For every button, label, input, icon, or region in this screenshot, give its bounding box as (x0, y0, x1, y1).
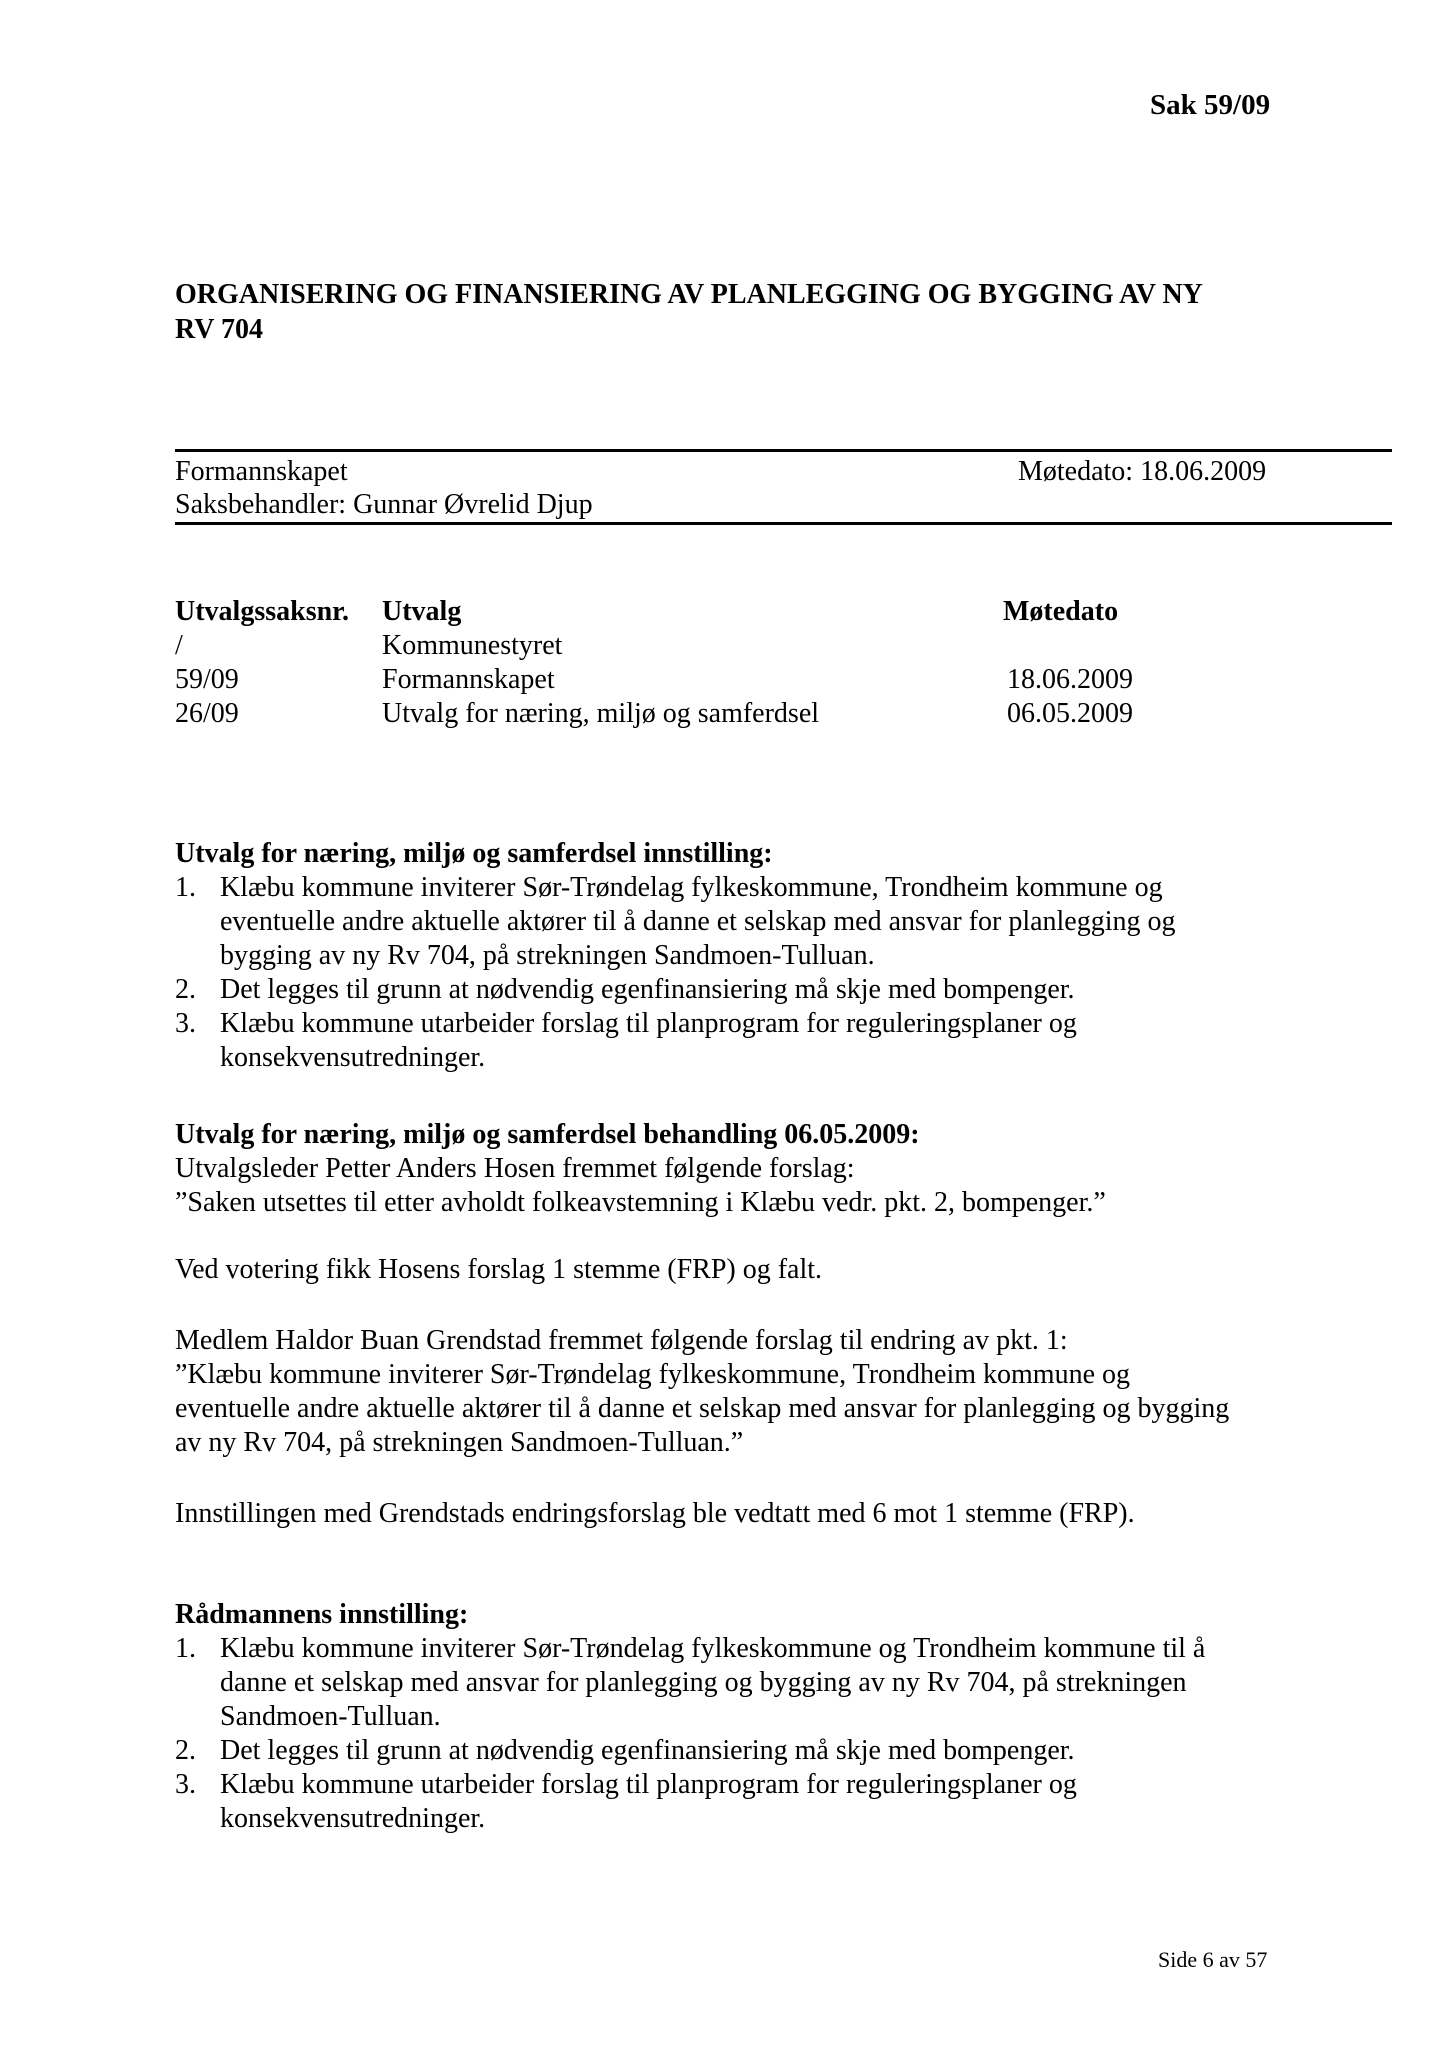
list-item-number: 3. (175, 1008, 196, 1039)
paragraph-line: Utvalgsleder Petter Anders Hosen fremmet følgende forslag: (175, 1153, 855, 1184)
proceedings-paragraph-2: Ved votering fikk Hosens forslag 1 stemme (FRP) og falt. (175, 1254, 823, 1285)
list-item-number: 1. (175, 1633, 196, 1664)
meta-body: Formannskapet (175, 456, 348, 487)
meta-bottom-rule (175, 522, 1392, 525)
table-row-3-case-no: 26/09 (175, 698, 239, 729)
list-item-number: 2. (175, 974, 196, 1005)
list-item-line: Klæbu kommune inviterer Sør-Trøndelag fylkeskommune, Trondheim kommune og (220, 872, 1163, 903)
chief-recommendation-heading: Rådmannens innstilling: (175, 1599, 469, 1630)
proceedings-paragraph-1 (175, 1152, 1106, 1220)
list-item-line: bygging av ny Rv 704, på strekningen Sandmoen-Tulluan. (220, 940, 875, 971)
table-row-1-committee: Kommunestyret (382, 630, 563, 661)
list-item (175, 1007, 1176, 1075)
meta-case-officer: Saksbehandler: Gunnar Øvrelid Djup (175, 489, 593, 520)
table-row-2-committee: Formannskapet (382, 664, 555, 695)
paragraph-line: eventuelle andre aktuelle aktører til å danne et selskap med ansvar for planlegging og bygging (175, 1393, 1230, 1424)
list-item-line: Det legges til grunn at nødvendig egenfinansiering må skje med bompenger. (220, 974, 1075, 1005)
title-line-1: ORGANISERING OG FINANSIERING AV PLANLEGGING OG BYGGING AV NY (175, 279, 1203, 310)
committee-recommendation-heading: Utvalg for næring, miljø og samferdsel innstilling: (175, 838, 773, 869)
list-item (175, 1734, 1205, 1768)
table-header-case-no: Utvalgssaksnr. (175, 596, 350, 627)
paragraph-line: av ny Rv 704, på strekningen Sandmoen-Tulluan.” (175, 1427, 744, 1458)
meta-top-rule (175, 449, 1392, 452)
paragraph-line: ”Klæbu kommune inviterer Sør-Trøndelag fylkeskommune, Trondheim kommune og (175, 1359, 1130, 1390)
list-item (175, 1632, 1205, 1734)
paragraph-line: ”Saken utsettes til etter avholdt folkeavstemning i Klæbu vedr. pkt. 2, bompenger.” (175, 1187, 1106, 1218)
proceedings-paragraph-3 (175, 1324, 1229, 1460)
list-item-line: Det legges til grunn at nødvendig egenfinansiering må skje med bompenger. (220, 1735, 1075, 1766)
meta-meeting-date: Møtedato: 18.06.2009 (1018, 456, 1267, 487)
list-item-number: 2. (175, 1735, 196, 1766)
table-row-2-date: 18.06.2009 (1007, 664, 1133, 695)
table-header-committee: Utvalg (382, 596, 462, 627)
table-row-1-case-no: / (175, 630, 183, 661)
list-item-line: Sandmoen-Tulluan. (220, 1701, 441, 1732)
list-item-line: Klæbu kommune utarbeider forslag til planprogram for reguleringsplaner og (220, 1769, 1077, 1800)
page-number: Side 6 av 57 (1158, 1947, 1268, 1972)
list-item (175, 973, 1176, 1007)
list-item-number: 3. (175, 1769, 196, 1800)
case-reference: Sak 59/09 (1150, 89, 1271, 121)
proceedings-paragraph-4: Innstillingen med Grendstads endringsforslag ble vedtatt med 6 mot 1 stemme (FRP). (175, 1498, 1135, 1529)
table-row-2-case-no: 59/09 (175, 664, 239, 695)
table-row-3-date: 06.05.2009 (1007, 698, 1133, 729)
committee-recommendation-list (175, 871, 1176, 1075)
paragraph-line: Medlem Haldor Buan Grendstad fremmet følgende forslag til endring av pkt. 1: (175, 1325, 1068, 1356)
list-item-number: 1. (175, 872, 196, 903)
list-item (175, 1768, 1205, 1836)
list-item (175, 871, 1176, 973)
committee-proceedings-heading: Utvalg for næring, miljø og samferdsel behandling 06.05.2009: (175, 1119, 920, 1150)
list-item-line: Klæbu kommune inviterer Sør-Trøndelag fylkeskommune og Trondheim kommune til å (220, 1633, 1206, 1664)
chief-recommendation-list (175, 1632, 1205, 1836)
list-item-line: eventuelle andre aktuelle aktører til å danne et selskap med ansvar for planlegging og (220, 906, 1176, 937)
document-title (175, 277, 1203, 347)
table-row-3-committee: Utvalg for næring, miljø og samferdsel (382, 698, 820, 729)
title-line-2: RV 704 (175, 314, 263, 345)
list-item-line: konsekvensutredninger. (220, 1803, 486, 1834)
list-item-line: Klæbu kommune utarbeider forslag til planprogram for reguleringsplaner og (220, 1008, 1077, 1039)
list-item-line: danne et selskap med ansvar for planlegging og bygging av ny Rv 704, på strekningen (220, 1667, 1187, 1698)
list-item-line: konsekvensutredninger. (220, 1042, 486, 1073)
table-header-meeting-date: Møtedato (1003, 596, 1119, 627)
